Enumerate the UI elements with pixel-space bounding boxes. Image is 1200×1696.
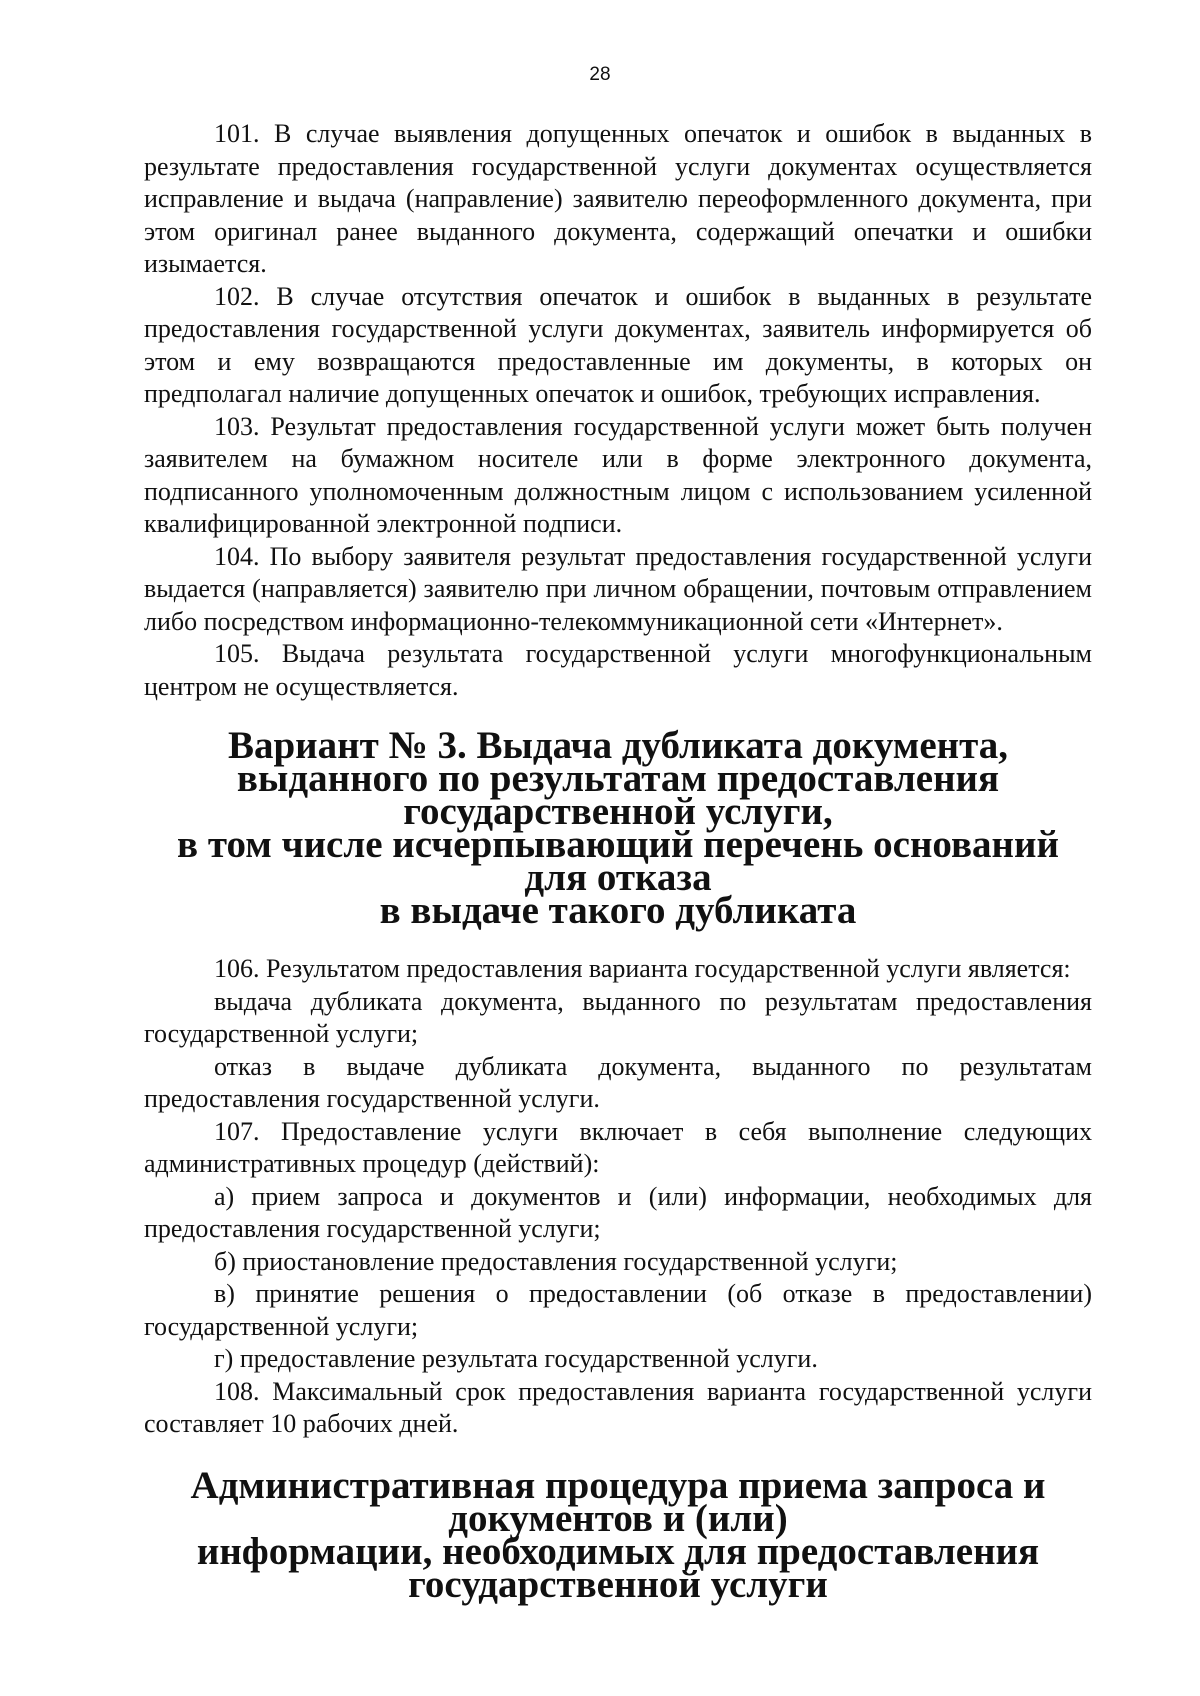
page-number: 28 [589, 64, 611, 85]
paragraph-101: 101. В случае выявления допущенных опечаток и ошибок в выданных в результате предоставления государственной услуги документах осуществляется исправление и выдача (направление) заявителю переоформленного документа, при этом оригинал ранее выданного документа, содержащий опечатки и ошибки изымается. [144, 119, 1092, 278]
list-item-procedure-b: б) приостановление предоставления государственной услуги; [214, 1246, 898, 1276]
section-heading-variant-3 [144, 724, 1092, 932]
paragraph-107: 107. Предоставление услуги включает в себя выполнение следующих административных процедур (действий): [144, 1116, 1092, 1178]
subsection-heading-admin-procedure [144, 1463, 1092, 1606]
subsection-heading-line: Административная процедура приема запроса и документов и (или) [190, 1463, 1046, 1540]
list-item-procedure-d: г) предоставление результата государственной услуги. [214, 1344, 818, 1373]
paragraph-105: 105. Выдача результата государственной услуги многофункциональным центром не осуществляется. [144, 639, 1092, 701]
paragraph-106: 106. Результатом предоставления варианта государственной услуги является: [214, 954, 1071, 983]
paragraph-108: 108. Максимальный срок предоставления варианта государственной услуги составляет 10 рабочих дней. [144, 1376, 1092, 1438]
list-item-procedure-a: а) прием запроса и документов и (или) информации, необходимых для предоставления государственной услуги; [144, 1181, 1092, 1243]
list-item-procedure-c: в) принятие решения о предоставлении (об отказе в предоставлении) государственной услуги; [144, 1279, 1092, 1341]
paragraph-104: 104. По выбору заявителя результат предоставления государственной услуги выдается (направляется) заявителю при личном обращении, почтовым отправлением либо посредством информационно-телекоммуникационной сети «Интернет». [144, 541, 1092, 636]
subsection-heading-line: информации, необходимых для предоставления государственной услуги [196, 1529, 1040, 1606]
section-heading-line: выданного по результатам предоставления государственной услуги, [236, 757, 1000, 833]
document-body [144, 118, 1092, 1606]
paragraph-102: 102. В случае отсутствия опечаток и ошибок в выданных в результате предоставления государственной услуги документах, заявитель информируется об этом и ему возвращаются предоставленные им документы, в которых он предполагал наличие допущенных опечаток и ошибок, требующих исправления. [144, 281, 1092, 408]
section-heading-line: в выдаче такого дубликата [379, 889, 857, 932]
paragraph-103: 103. Результат предоставления государственной услуги может быть получен заявителем на бумажном носителе или в форме электронного документа, подписанного уполномоченным должностным лицом с использованием усиленной квалифицированной электронной подписи. [144, 411, 1092, 538]
list-item-result-refusal: отказ в выдаче дубликата документа, выданного по результатам предоставления государственной услуги. [144, 1051, 1092, 1113]
section-heading-line: Вариант № 3. Выдача дубликата документа, [227, 724, 1009, 767]
section-heading-line: в том числе исчерпывающий перечень оснований для отказа [177, 823, 1059, 899]
list-item-result-issue: выдача дубликата документа, выданного по результатам предоставления государственной услуги; [144, 986, 1092, 1048]
